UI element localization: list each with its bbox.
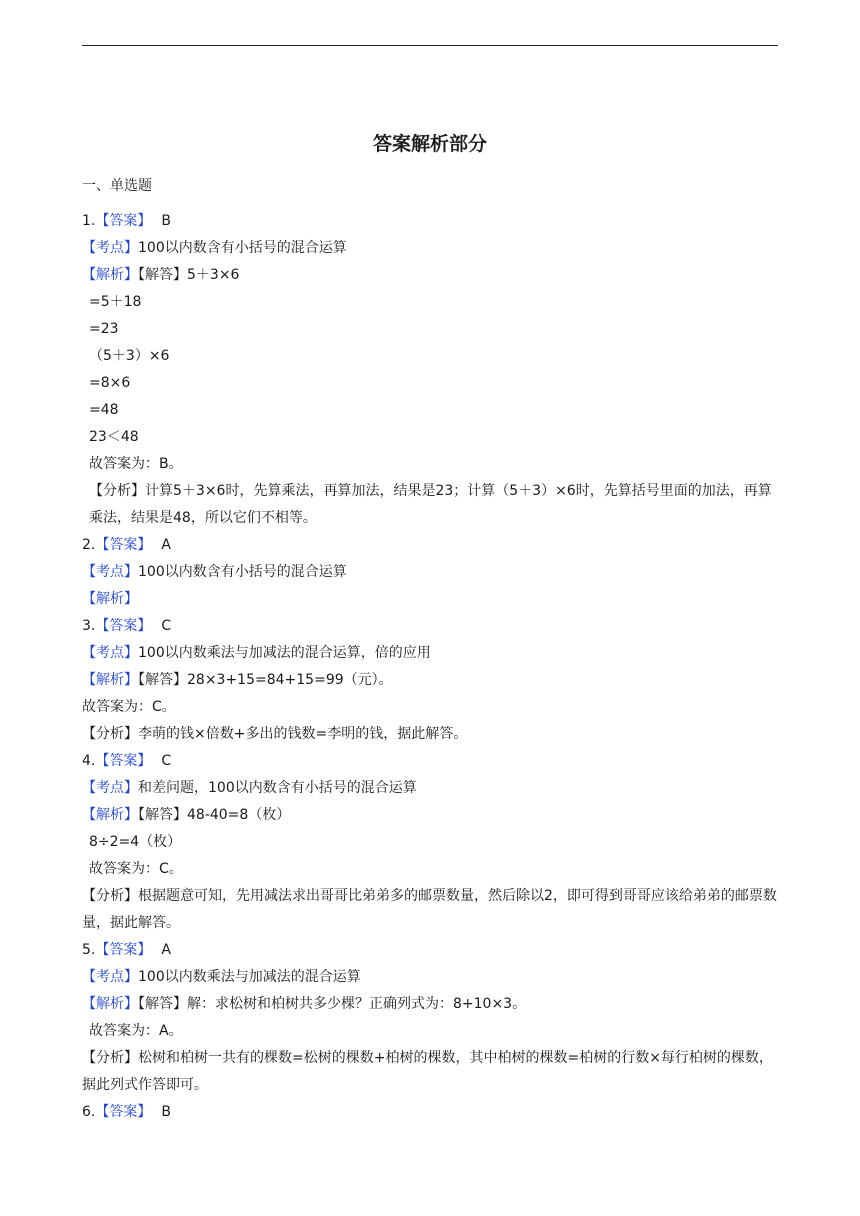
q6-answer-line: 6.【答案】 B — [82, 1104, 171, 1120]
q3-fenxi: 【分析】李萌的钱×倍数+多出的钱数=李明的钱，据此解答。 — [82, 726, 468, 742]
q4-jiexi-line: 【解析】【解答】48-40=8（枚） — [82, 807, 291, 823]
q1-answer-line: 1.【答案】 B — [82, 213, 171, 229]
q3-conclusion: 故答案为：C。 — [82, 699, 176, 715]
q3-jiexi-line: 【解析】【解答】28×3+15=84+15=99（元）。 — [82, 672, 393, 688]
q5-jiexi-line: 【解析】【解答】解：求松树和柏树共多少棵？正确列式为：8+10×3。 — [82, 996, 527, 1012]
section-heading: 一、单选题 — [82, 178, 152, 194]
q1-kaodian-line: 【考点】100以内数含有小括号的混合运算 — [82, 240, 347, 256]
q1-jiexi-line: 【解析】【解答】5＋3×6 — [82, 267, 240, 283]
q5-answer-line: 5.【答案】 A — [82, 942, 171, 958]
q2-kaodian-line: 【考点】100以内数含有小括号的混合运算 — [82, 564, 347, 580]
q1-step: =23 — [89, 321, 119, 337]
q4-answer: C — [161, 753, 172, 769]
q4-fenxi: 【分析】根据题意可知，先用减法求出哥哥比弟弟多的邮票数量，然后除以2，即可得到哥哥应该给弟弟的邮票数量，据此解答。 — [82, 888, 777, 931]
q1-step: =8×6 — [89, 375, 131, 391]
q6-answer: B — [161, 1104, 171, 1120]
q3-answer-line: 3.【答案】 C — [82, 618, 172, 634]
q1-answer: B — [161, 213, 171, 229]
header-rule — [82, 45, 778, 46]
q5-conclusion: 故答案为：A。 — [89, 1023, 183, 1039]
q5-answer: A — [161, 942, 171, 958]
q1-step: 23＜48 — [89, 429, 139, 445]
q4-step: 故答案为：C。 — [89, 861, 183, 877]
q4-step: 8÷2=4（枚） — [89, 834, 182, 850]
q1-step: 故答案为：B。 — [89, 456, 183, 472]
q1-fenxi: 【分析】计算5＋3×6时，先算乘法，再算加法，结果是23；计算（5＋3）×6时，先算括号里面的加法，再算乘法，结果是48，所以它们不相等。 — [89, 483, 772, 526]
q2-answer-line: 2.【答案】 A — [82, 537, 171, 553]
q2-jiexi-line: 【解析】 — [82, 591, 138, 607]
q2-answer: A — [161, 537, 171, 553]
q1-step: =48 — [89, 402, 119, 418]
answer-content — [82, 208, 778, 1126]
q4-answer-line: 4.【答案】 C — [82, 753, 172, 769]
q3-kaodian-line: 【考点】100以内数乘法与加减法的混合运算，倍的应用 — [82, 645, 431, 661]
q1-step: =5＋18 — [89, 294, 142, 310]
q5-kaodian-line: 【考点】100以内数乘法与加减法的混合运算 — [82, 969, 361, 985]
q1-step: （5＋3）×6 — [89, 348, 170, 364]
q5-fenxi: 【分析】松树和柏树一共有的棵数=松树的棵数+柏树的棵数，其中柏树的棵数=柏树的行数×每行柏树的棵数，据此列式作答即可。 — [82, 1050, 773, 1093]
q4-kaodian-line: 【考点】和差问题，100以内数含有小括号的混合运算 — [82, 780, 417, 796]
q3-answer: C — [161, 618, 172, 634]
page-title: 答案解析部分 — [372, 133, 487, 155]
